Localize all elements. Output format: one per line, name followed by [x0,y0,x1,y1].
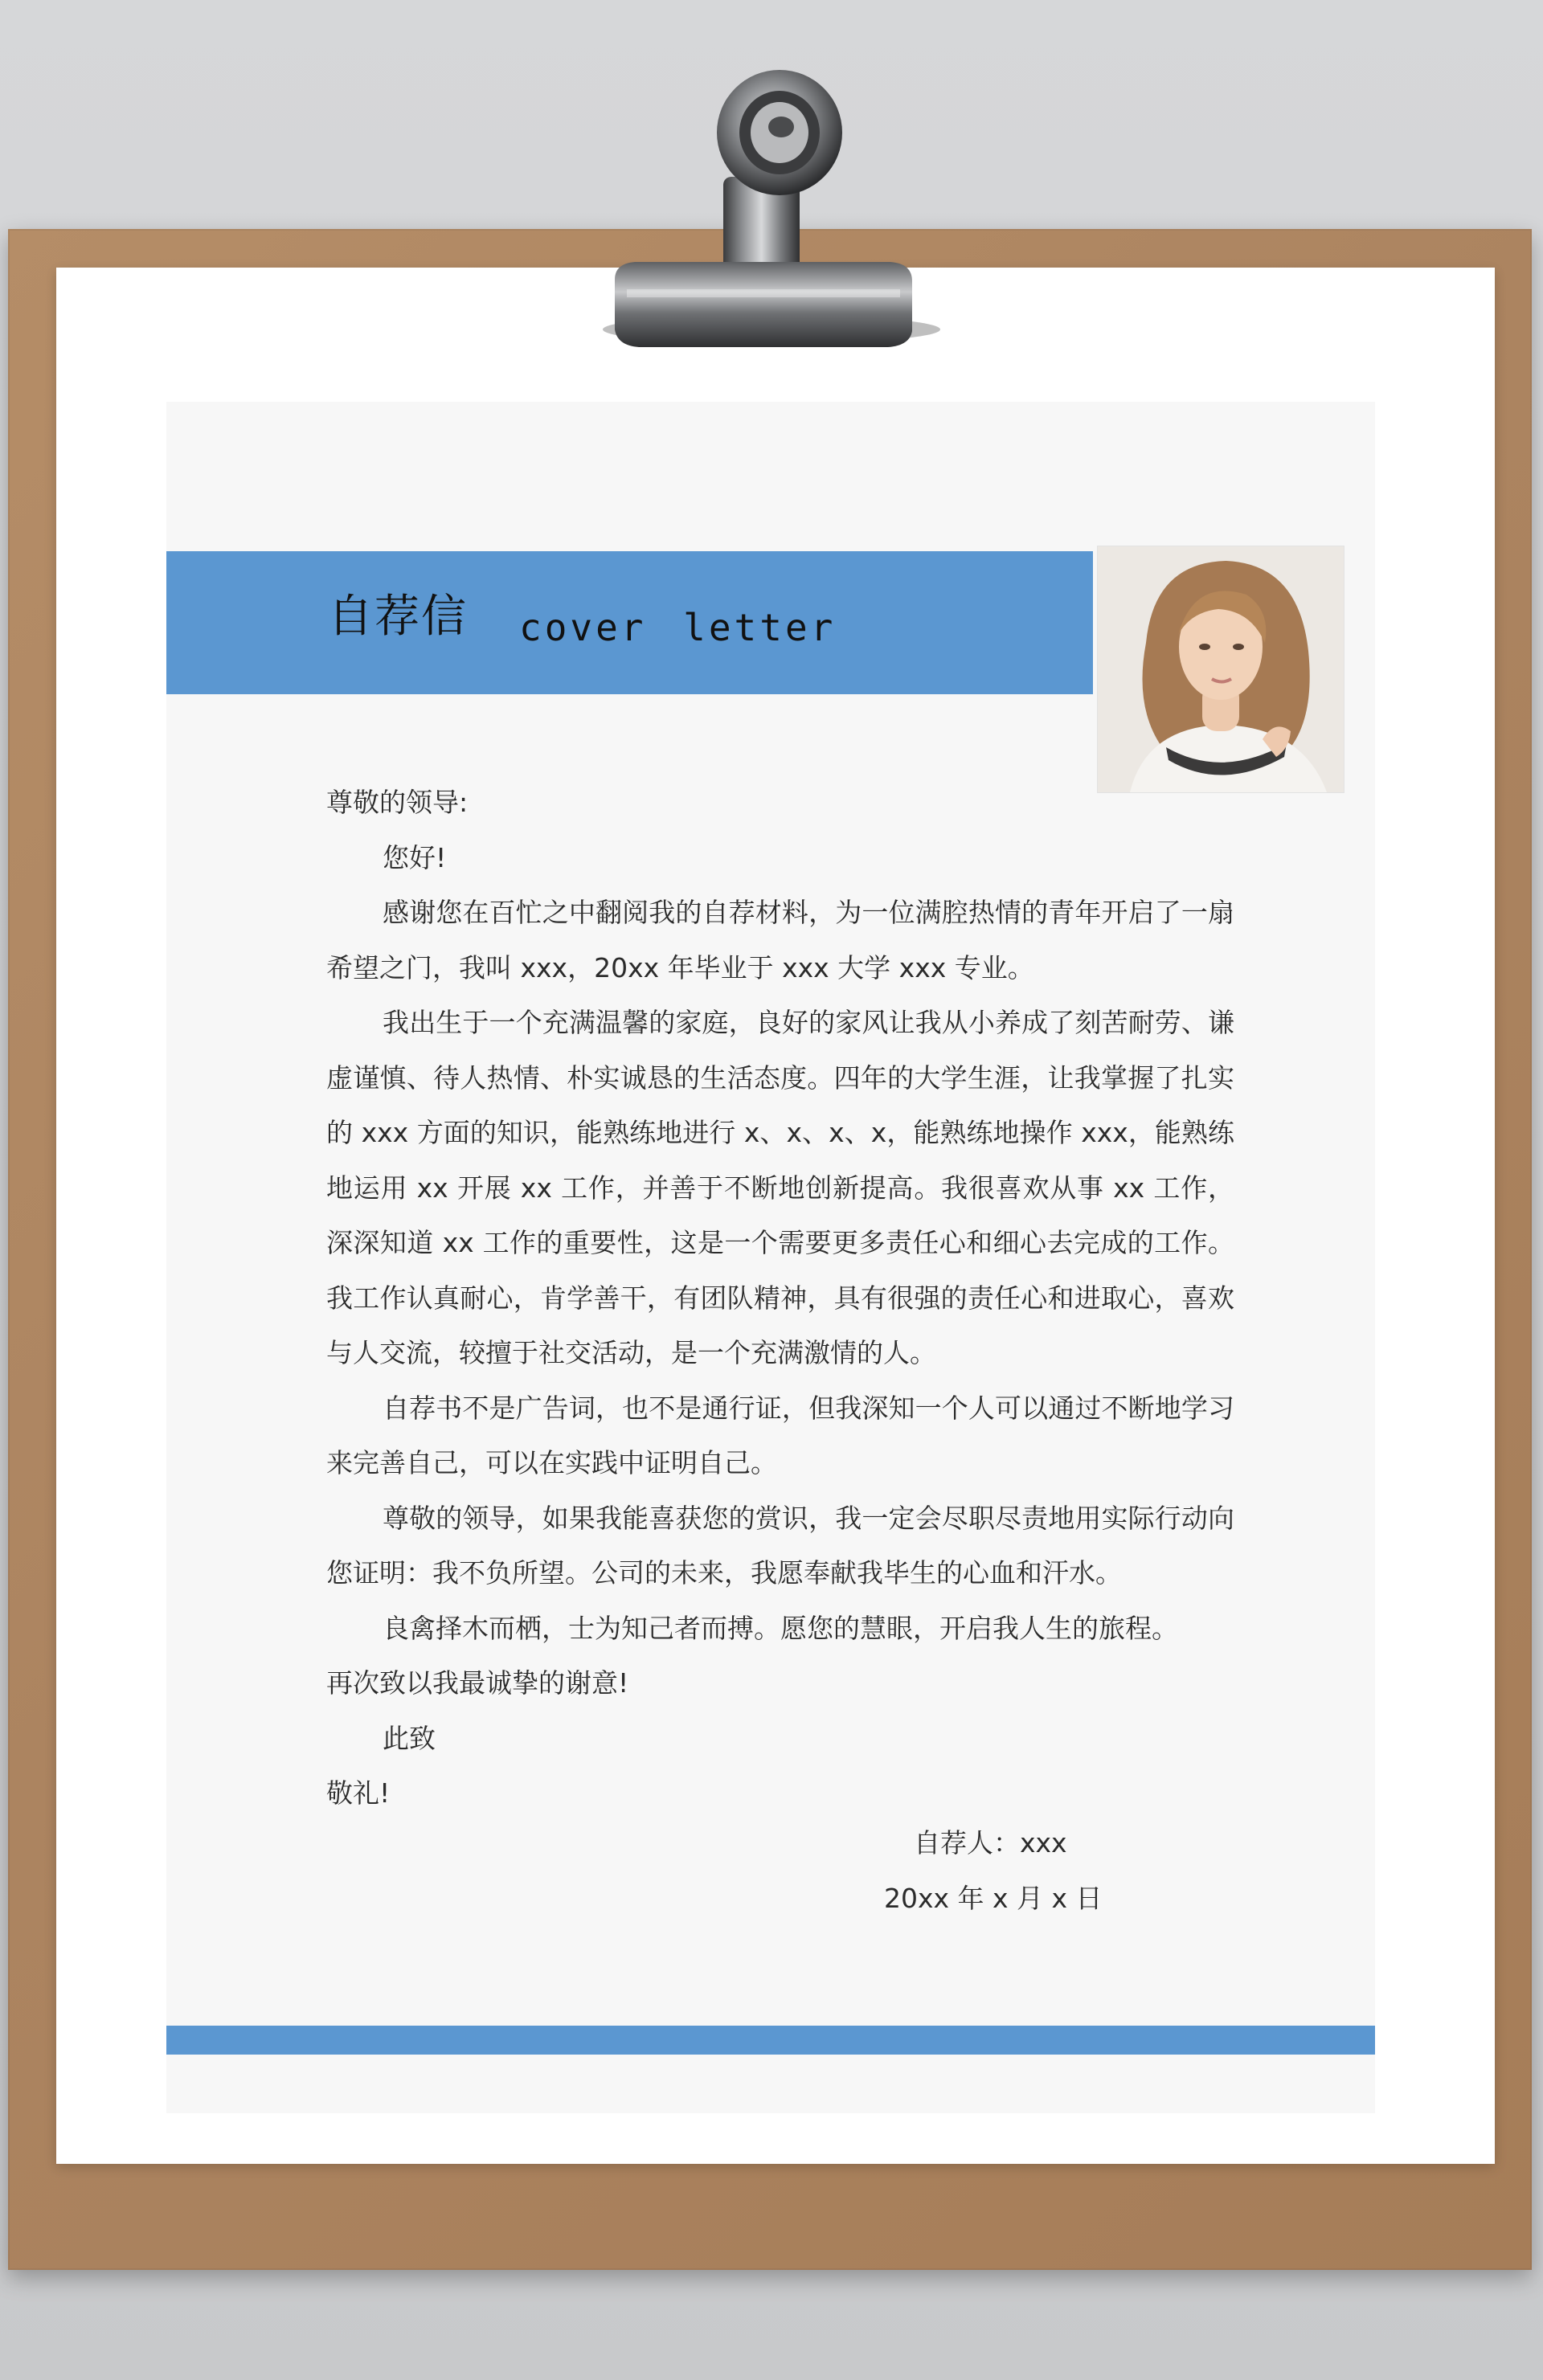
letter-body [326,775,1234,1822]
letter-closing-2: 敬礼! [326,1777,391,1809]
signature-name: 自荐人：xxx [914,1827,1067,1859]
page-title: 自荐信 [328,591,468,643]
page-subtitle: cover letter [519,606,837,649]
letter-paragraph: 感谢您在百忙之中翻阅我的自荐材料，为一位满腔热情的青年开启了一扇希望之门，我叫 xxx，20xx 年毕业于 xxx 大学 xxx 专业。 [326,897,1234,983]
letter-salutation: 尊敬的领导: [326,787,469,818]
letter-paragraph: 尊敬的领导，如果我能喜获您的赏识，我一定会尽职尽责地用实际行动向您证明：我不负所望。公司的未来，我愿奉献我毕生的心血和汗水。 [326,1502,1234,1589]
portrait-photo [1098,546,1344,792]
signature-block [884,1816,1103,1926]
binder-clip-icon [579,48,948,354]
letter-thanks: 再次致以我最诚挚的谢意! [326,1667,629,1699]
letter-paragraph: 我出生于一个充满温馨的家庭，良好的家风让我从小养成了刻苦耐劳、谦虚谨慎、待人热情、朴实诚恳的生活态度。四年的大学生涯，让我掌握了扎实的 xxx 方面的知识，能熟练地进行 x、x、x、x，能熟练地操作 xxx，能熟练地运用 xx 开展 xx 工作，并善于不断地创新提高。我很喜欢从事 xx 工作，深深知道 xx 工作的重要性，这是一个需要更多责任心和细心去完成的工作。我工作认真耐心，肯学善干，有团队精神，具有很强的责任心和进取心，喜欢与人交流，较擅于社交活动，是一个充满激情的人。 [326,1007,1234,1368]
portrait-photo-icon [1098,546,1344,792]
signature-date: 20xx 年 x 月 x 日 [884,1882,1103,1914]
footer-bar [166,2026,1375,2055]
letter-paragraph: 自荐书不是广告词，也不是通行证，但我深知一个人可以通过不断地学习来完善自己，可以在实践中证明自己。 [326,1392,1234,1478]
letter-greeting: 您好! [383,841,447,873]
letter-closing-1: 此致 [383,1722,436,1754]
letter-paragraph: 良禽择木而栖，士为知己者而搏。愿您的慧眼，开启我人生的旅程。 [383,1612,1178,1644]
